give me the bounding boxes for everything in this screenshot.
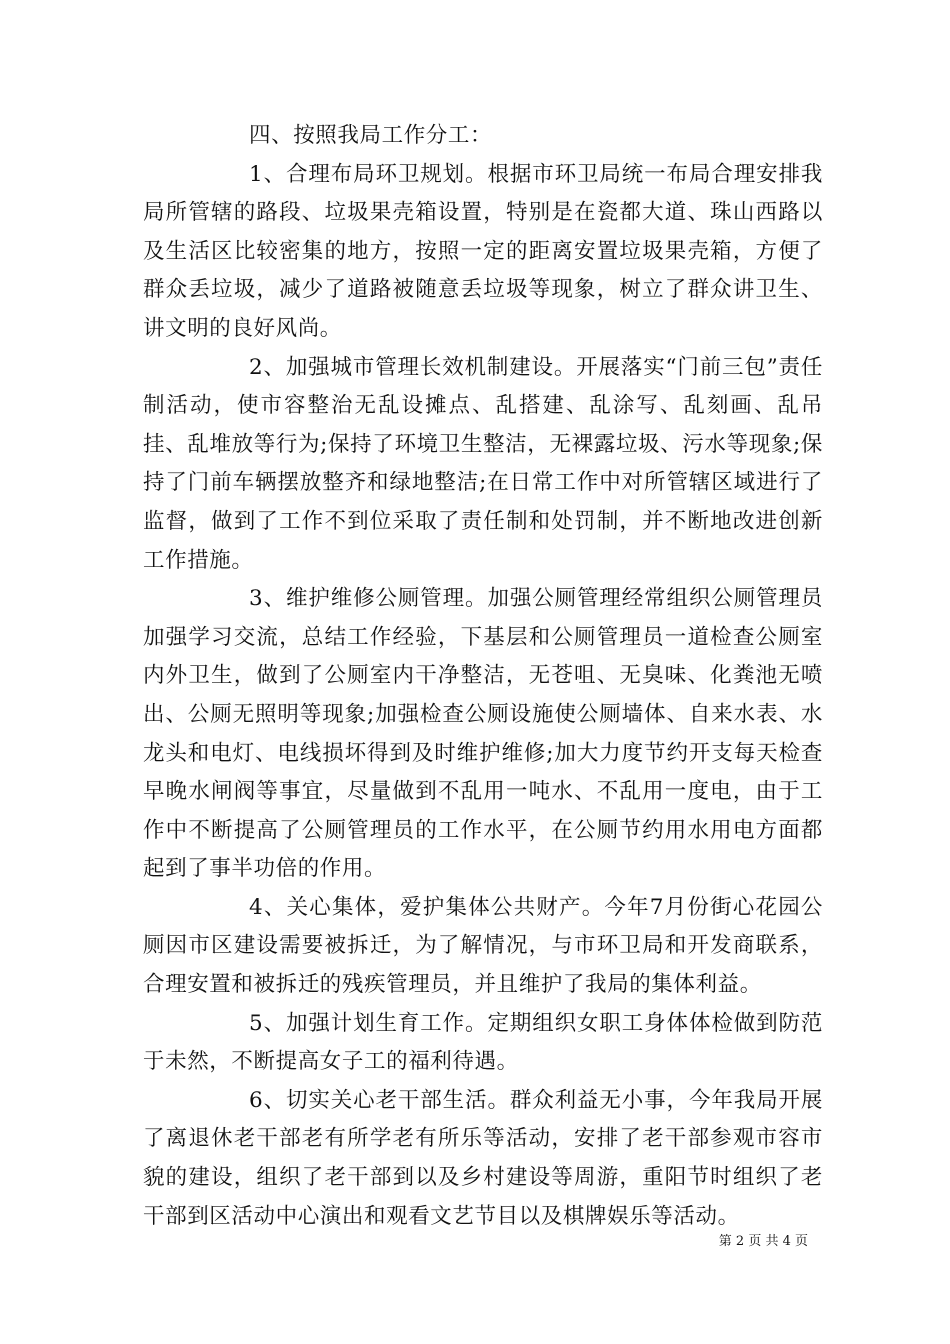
section-heading: 四、按照我局工作分工： [249, 123, 493, 148]
page-number: 第 2 页 共 4 页 [718, 1234, 808, 1249]
paragraph-3: 3、维护维修公厕管理。加强公厕管理经常组织公厕管理员加强学习交流，总结工作经验，下基层和公厕管理员一道检查公厕室内外卫生，做到了公厕室内干净整洁，无苍咀、无臭味、化粪池无喷出、公厕无照明等现象;加强检查公厕设施使公厕墙体、自来水表、水龙头和电灯、电线损坏得到及时维护维修;加大力度节约开支每天检查早晚水闸阀等事宜，尽量做到不乱用一吨水、不乱用一度电，由于工作中不断提高了公厕管理员的工作水平，在公厕节约用水用电方面都起到了事半功倍的作用。 [143, 586, 823, 882]
document-body [143, 117, 823, 1236]
paragraph-1: 1、合理布局环卫规划。根据市环卫局统一布局合理安排我局所管辖的路段、垃圾果壳箱设置，特别是在瓷都大道、珠山西路以及生活区比较密集的地方，按照一定的距离安置垃圾果壳箱，方便了群众丢垃圾，减少了道路被随意丢垃圾等现象，树立了群众讲卫生、讲文明的良好风尚。 [143, 161, 823, 341]
paragraph-6: 6、切实关心老干部生活。群众利益无小事，今年我局开展了离退休老干部老有所学老有所乐等活动，安排了老干部参观市容市貌的建设，组织了老干部到以及乡村建设等周游，重阳节时组织了老干部到区活动中心演出和观看文艺节目以及棋牌娱乐等活动。 [143, 1087, 823, 1229]
paragraph-4: 4、关心集体，爱护集体公共财产。今年7月份街心花园公厕因市区建设需要被拆迁，为了解情况，与市环卫局和开发商联系，合理安置和被拆迁的残疾管理员，并且维护了我局的集体利益。 [143, 894, 823, 998]
paragraph-2: 2、加强城市管理长效机制建设。开展落实“门前三包”责任制活动，使市容整治无乱设摊点、乱搭建、乱涂写、乱刻画、乱吊挂、乱堆放等行为;保持了环境卫生整洁，无裸露垃圾、污水等现象;保持了门前车辆摆放整齐和绿地整洁;在日常工作中对所管辖区域进行了监督，做到了工作不到位采取了责任制和处罚制，并不断地改进创新工作措施。 [143, 354, 823, 573]
paragraph-5: 5、加强计划生育工作。定期组织女职工身体体检做到防范于未然，不断提高女子工的福利待遇。 [143, 1010, 823, 1075]
